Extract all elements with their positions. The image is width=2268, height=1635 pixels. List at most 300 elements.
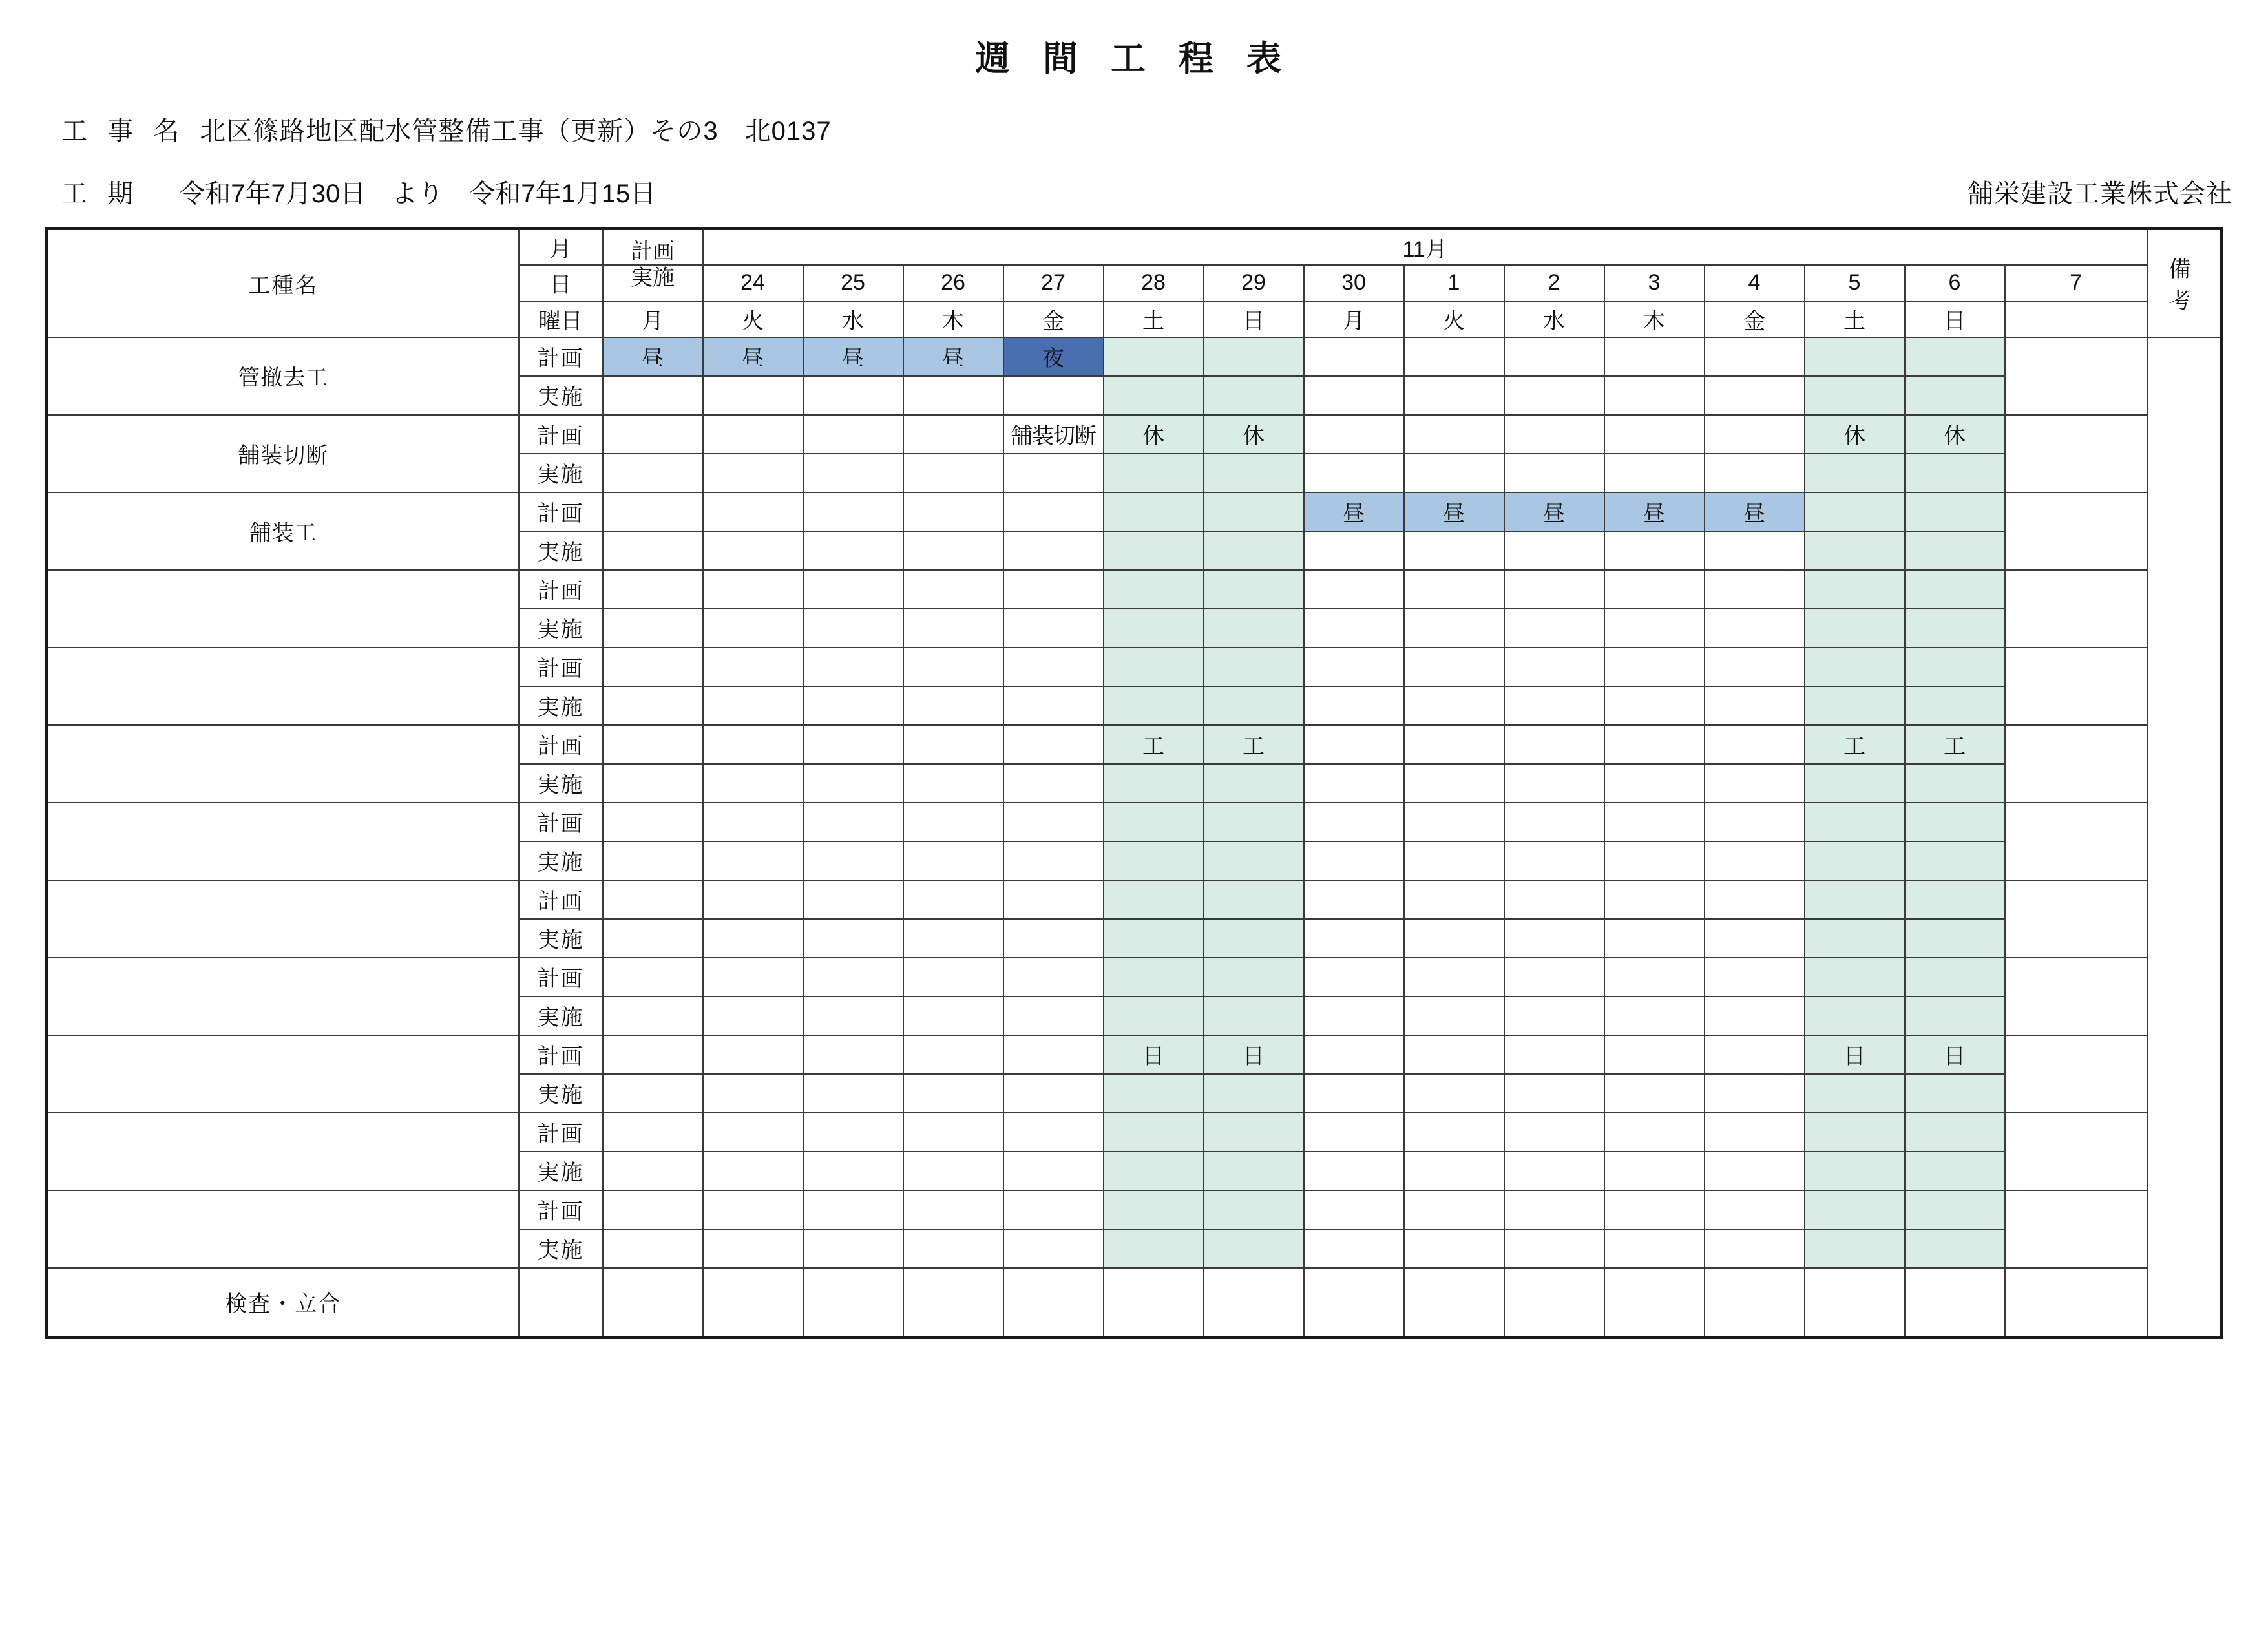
plan-cell (1504, 1035, 1604, 1074)
work-kind-label (47, 648, 519, 725)
inspection-cell (1304, 1268, 1404, 1338)
plan-cell (1604, 337, 1705, 376)
plan-cell (1504, 415, 1604, 454)
plan-cell: 休 (1104, 415, 1204, 454)
remark-cell (2005, 1113, 2147, 1190)
do-cell (703, 997, 803, 1035)
day-of-week: 日 (1905, 301, 2005, 337)
do-cell (903, 454, 1003, 492)
project-name-value: 北区篠路地区配水管整備工事（更新）その3 北0137 (200, 117, 832, 145)
inspection-cell (803, 1268, 903, 1338)
plan-cell (1304, 803, 1404, 841)
plan-cell (1604, 880, 1705, 919)
day-number: 29 (1204, 265, 1304, 301)
inspection-label: 検査・立合 (47, 1268, 519, 1338)
do-cell (1705, 454, 1805, 492)
do-cell (1204, 919, 1304, 958)
do-cell (1805, 609, 1905, 648)
work-kind-label (47, 1035, 519, 1113)
do-cell (1003, 997, 1104, 1035)
remark-cell (2005, 958, 2147, 1035)
plan-cell (1905, 958, 2005, 997)
do-cell (1604, 841, 1705, 880)
project-name-label: 工 事 名 (61, 117, 186, 145)
plan-cell (1404, 1113, 1504, 1152)
day-number: 4 (1705, 265, 1805, 301)
day-number: 30 (1304, 265, 1404, 301)
plan-cell (1905, 337, 2005, 376)
do-cell (1003, 531, 1104, 570)
do-cell (1805, 454, 1905, 492)
plan-cell (603, 492, 703, 531)
inspection-cell (1805, 1268, 1905, 1338)
period-label: 工 期 (61, 180, 140, 208)
do-label: 実施 (519, 1229, 603, 1268)
inspection-cell (1104, 1268, 1204, 1338)
table-row (47, 1113, 2221, 1152)
table-row (47, 648, 2221, 686)
do-cell (903, 764, 1003, 803)
plan-cell (1705, 725, 1805, 764)
plan-cell (703, 1113, 803, 1152)
plan-cell (1504, 803, 1604, 841)
do-cell (903, 1152, 1003, 1190)
do-cell (1604, 919, 1705, 958)
inspection-cell (1404, 1268, 1504, 1338)
do-cell (603, 1152, 703, 1190)
do-cell (803, 531, 903, 570)
day-of-week: 金 (1003, 301, 1104, 337)
work-kind-label: 舗装工 (47, 492, 519, 570)
plan-cell (903, 958, 1003, 997)
do-cell (1604, 1074, 1705, 1113)
do-cell (603, 919, 703, 958)
do-cell (1003, 609, 1104, 648)
do-cell (1905, 609, 2005, 648)
do-cell (1604, 609, 1705, 648)
do-cell (703, 841, 803, 880)
work-kind-label (47, 880, 519, 958)
do-cell (1705, 919, 1805, 958)
do-cell (1504, 531, 1604, 570)
plan-cell (1404, 415, 1504, 454)
plan-cell (703, 492, 803, 531)
plan-label: 計画 (519, 492, 603, 531)
plan-cell (1805, 648, 1905, 686)
day-of-week: 水 (1504, 301, 1604, 337)
do-cell (603, 376, 703, 415)
plan-cell (803, 958, 903, 997)
do-cell (1003, 454, 1104, 492)
plan-cell: 昼 (803, 337, 903, 376)
do-cell (1404, 1229, 1504, 1268)
do-cell (1204, 1229, 1304, 1268)
do-cell (1705, 1229, 1805, 1268)
plan-cell (1104, 648, 1204, 686)
plan-cell (1003, 648, 1104, 686)
plan-cell (903, 1190, 1003, 1229)
remark-cell (2005, 1035, 2147, 1113)
do-cell (1604, 686, 1705, 725)
plan-cell (603, 415, 703, 454)
do-cell (1003, 919, 1104, 958)
remark-cell (2005, 337, 2147, 415)
remark-cell (2005, 803, 2147, 880)
do-label: 実施 (519, 686, 603, 725)
inspection-ps-cell (519, 1268, 603, 1338)
plan-cell: 工 (1805, 725, 1905, 764)
plan-cell: 日 (1805, 1035, 1905, 1074)
month-value: 11月 (703, 229, 2147, 265)
plan-cell (1504, 725, 1604, 764)
do-cell (1404, 376, 1504, 415)
day-number: 24 (703, 265, 803, 301)
do-cell (1204, 997, 1304, 1035)
do-cell (1304, 1152, 1404, 1190)
plan-cell (1604, 1035, 1705, 1074)
work-kind-label: 舗装切断 (47, 415, 519, 492)
remark-cell (2005, 725, 2147, 803)
do-cell (703, 919, 803, 958)
do-cell (1104, 531, 1204, 570)
do-cell (603, 841, 703, 880)
plan-cell (1504, 880, 1604, 919)
plan-cell (1705, 803, 1805, 841)
plan-cell (1705, 648, 1805, 686)
do-cell (1404, 841, 1504, 880)
col-header-dow: 曜日 (519, 301, 603, 337)
plan-cell (1404, 880, 1504, 919)
do-cell (1003, 376, 1104, 415)
plan-cell (803, 1113, 903, 1152)
col-header-plan: 計画 (604, 239, 702, 266)
plan-cell: 昼 (903, 337, 1003, 376)
plan-cell: 夜 (1003, 337, 1104, 376)
plan-cell (903, 492, 1003, 531)
do-cell (1805, 1074, 1905, 1113)
company-name: 舗栄建設工業株式会社 (1968, 180, 2232, 208)
plan-cell (1805, 1113, 1905, 1152)
plan-cell (1104, 570, 1204, 609)
plan-cell (803, 415, 903, 454)
plan-cell (1905, 1190, 2005, 1229)
do-cell (1705, 531, 1805, 570)
do-cell (1204, 1074, 1304, 1113)
page-title: 週 間 工 程 表 (974, 39, 1293, 78)
plan-cell (603, 725, 703, 764)
period-value: 令和7年7月30日 より 令和7年1月15日 (179, 180, 656, 208)
do-cell (1104, 376, 1204, 415)
plan-cell (1003, 725, 1104, 764)
plan-cell (1604, 1190, 1705, 1229)
plan-cell: 工 (1204, 725, 1304, 764)
do-cell (603, 686, 703, 725)
plan-cell (1304, 648, 1404, 686)
do-cell (1604, 997, 1705, 1035)
plan-cell (903, 880, 1003, 919)
do-cell (1504, 376, 1604, 415)
do-cell (1905, 376, 2005, 415)
plan-cell (603, 803, 703, 841)
plan-cell (1104, 803, 1204, 841)
day-number: 7 (2005, 265, 2147, 301)
do-cell (903, 841, 1003, 880)
do-cell (1304, 1229, 1404, 1268)
plan-cell (603, 648, 703, 686)
do-cell (1504, 841, 1604, 880)
do-cell (1805, 997, 1905, 1035)
do-label: 実施 (519, 1074, 603, 1113)
plan-cell (1805, 958, 1905, 997)
plan-cell (803, 492, 903, 531)
do-cell (703, 454, 803, 492)
weekly-schedule-table (45, 227, 2229, 1339)
plan-cell: 日 (1204, 1035, 1304, 1074)
do-cell (1304, 1074, 1404, 1113)
do-cell (903, 609, 1003, 648)
do-cell (703, 1074, 803, 1113)
plan-cell: 休 (1805, 415, 1905, 454)
do-cell (903, 376, 1003, 415)
do-cell (1905, 531, 2005, 570)
project-name-row (61, 111, 2268, 147)
do-cell (1805, 919, 1905, 958)
do-cell (1905, 686, 2005, 725)
work-kind-label (47, 725, 519, 803)
plan-cell (1705, 415, 1805, 454)
work-kind-label (47, 570, 519, 648)
plan-cell (1104, 1113, 1204, 1152)
plan-cell (1003, 958, 1104, 997)
plan-cell (803, 725, 903, 764)
plan-cell (1204, 958, 1304, 997)
do-cell (803, 1074, 903, 1113)
do-cell (1304, 764, 1404, 803)
day-number: 5 (1805, 265, 1905, 301)
do-cell (1705, 686, 1805, 725)
plan-cell (1805, 803, 1905, 841)
table-row (47, 492, 2221, 531)
do-cell (1204, 454, 1304, 492)
do-cell (1705, 997, 1805, 1035)
plan-cell: 昼 (1604, 492, 1705, 531)
day-number: 6 (1905, 265, 2005, 301)
table-foot (47, 1268, 2221, 1338)
plan-cell (1805, 1190, 1905, 1229)
plan-cell: 昼 (1705, 492, 1805, 531)
do-cell (1003, 1074, 1104, 1113)
do-cell (1604, 376, 1705, 415)
day-of-week: 日 (1204, 301, 1304, 337)
do-cell (1504, 764, 1604, 803)
do-label: 実施 (519, 841, 603, 880)
do-cell (1304, 686, 1404, 725)
plan-cell (903, 648, 1003, 686)
plan-label: 計画 (519, 415, 603, 454)
remark-cell (2005, 880, 2147, 958)
remark-cell (2005, 648, 2147, 725)
plan-label: 計画 (519, 880, 603, 919)
plan-cell (1003, 1035, 1104, 1074)
do-cell (1204, 1152, 1304, 1190)
do-cell (1805, 1229, 1905, 1268)
do-cell (1204, 376, 1304, 415)
col-header-do: 実施 (631, 266, 675, 291)
do-cell (1104, 609, 1204, 648)
plan-cell: 昼 (1404, 492, 1504, 531)
inspection-cell (603, 1268, 703, 1338)
day-of-week: 月 (603, 301, 703, 337)
plan-cell (1003, 1113, 1104, 1152)
table-row (47, 1035, 2221, 1074)
do-cell (903, 997, 1003, 1035)
do-cell (703, 609, 803, 648)
plan-cell (703, 880, 803, 919)
plan-cell (603, 1035, 703, 1074)
plan-cell: 工 (1104, 725, 1204, 764)
col-header-kind: 工種名 (47, 229, 519, 337)
do-cell (1104, 764, 1204, 803)
plan-cell (603, 1190, 703, 1229)
col-header-day: 日 (519, 265, 603, 301)
plan-cell: 日 (1104, 1035, 1204, 1074)
col-header-remark: 備 考 (2147, 229, 2221, 337)
do-cell (803, 454, 903, 492)
plan-cell (1304, 725, 1404, 764)
do-label: 実施 (519, 1152, 603, 1190)
do-cell (1504, 1152, 1604, 1190)
do-cell (1003, 686, 1104, 725)
plan-cell (603, 880, 703, 919)
do-label: 実施 (519, 454, 603, 492)
do-cell (1104, 841, 1204, 880)
work-kind-label: 管撤去工 (47, 337, 519, 415)
period-group (61, 173, 656, 210)
remark-cell (2005, 570, 2147, 648)
do-cell (1404, 1074, 1504, 1113)
plan-cell (803, 648, 903, 686)
remark-cell (2005, 415, 2147, 492)
plan-cell (703, 570, 803, 609)
plan-cell (1304, 958, 1404, 997)
do-cell (1905, 1074, 2005, 1113)
do-cell (703, 531, 803, 570)
plan-cell (1705, 570, 1805, 609)
do-cell (1905, 1152, 2005, 1190)
plan-cell (1404, 337, 1504, 376)
plan-cell (1104, 880, 1204, 919)
plan-cell (1404, 648, 1504, 686)
day-number: 25 (803, 265, 903, 301)
inspection-cell (1504, 1268, 1604, 1338)
plan-label: 計画 (519, 725, 603, 764)
do-cell (1604, 1229, 1705, 1268)
plan-cell (1504, 1190, 1604, 1229)
plan-cell (1404, 1035, 1504, 1074)
day-number: 26 (903, 265, 1003, 301)
plan-cell (1003, 570, 1104, 609)
do-cell (903, 1074, 1003, 1113)
do-cell (803, 919, 903, 958)
plan-cell (803, 1190, 903, 1229)
plan-cell (903, 1113, 1003, 1152)
do-cell (1003, 841, 1104, 880)
plan-cell (1104, 1190, 1204, 1229)
plan-cell (1404, 803, 1504, 841)
plan-cell (903, 1035, 1003, 1074)
do-cell (903, 686, 1003, 725)
do-cell (1304, 531, 1404, 570)
plan-cell: 休 (1204, 415, 1304, 454)
do-cell (1805, 376, 1905, 415)
plan-cell (1404, 570, 1504, 609)
plan-cell (803, 1035, 903, 1074)
day-number: 28 (1104, 265, 1204, 301)
plan-cell (703, 1190, 803, 1229)
plan-cell (1805, 337, 1905, 376)
plan-cell (1905, 570, 2005, 609)
do-cell (1104, 1229, 1204, 1268)
plan-cell (803, 880, 903, 919)
plan-cell (1204, 880, 1304, 919)
do-cell (1805, 1152, 1905, 1190)
do-cell (703, 1152, 803, 1190)
do-cell (1905, 919, 2005, 958)
plan-label: 計画 (519, 958, 603, 997)
plan-cell (603, 570, 703, 609)
plan-cell (1504, 958, 1604, 997)
plan-cell (1905, 648, 2005, 686)
plan-cell (1805, 570, 1905, 609)
table-row (47, 415, 2221, 454)
do-cell (1204, 764, 1304, 803)
do-cell (603, 764, 703, 803)
remark-cell (2005, 492, 2147, 570)
do-cell (1104, 1152, 1204, 1190)
plan-cell (1003, 880, 1104, 919)
do-cell (803, 609, 903, 648)
plan-cell (1003, 803, 1104, 841)
plan-cell (1504, 648, 1604, 686)
do-cell (1604, 454, 1705, 492)
plan-cell (603, 1113, 703, 1152)
do-cell (903, 919, 1003, 958)
day-of-week: 土 (1805, 301, 1905, 337)
day-of-week: 火 (703, 301, 803, 337)
do-label: 実施 (519, 997, 603, 1035)
plan-cell: 昼 (1304, 492, 1404, 531)
do-cell (603, 1074, 703, 1113)
plan-cell (1705, 1035, 1805, 1074)
plan-cell (1204, 1113, 1304, 1152)
plan-cell (1304, 415, 1404, 454)
plan-cell (703, 803, 803, 841)
do-cell (1705, 609, 1805, 648)
plan-cell (1805, 880, 1905, 919)
do-cell (1204, 609, 1304, 648)
do-cell (703, 764, 803, 803)
do-cell (1604, 1152, 1705, 1190)
remark-cell (2005, 1190, 2147, 1268)
work-kind-label (47, 803, 519, 880)
plan-cell (1705, 958, 1805, 997)
do-cell (803, 841, 903, 880)
day-number: 1 (1404, 265, 1504, 301)
do-cell (1705, 841, 1805, 880)
do-cell (803, 764, 903, 803)
day-of-week: 水 (803, 301, 903, 337)
plan-cell (1003, 1190, 1104, 1229)
